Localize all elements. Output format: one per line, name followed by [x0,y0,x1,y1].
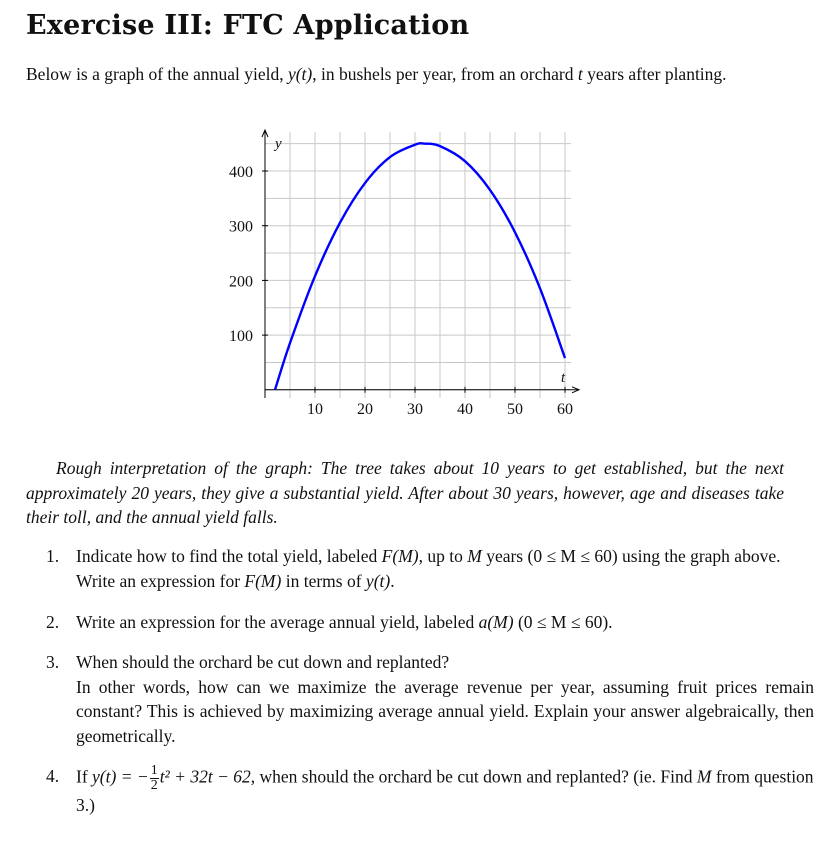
x-tick-label: 30 [407,400,423,418]
intro-paragraph [26,62,786,86]
fraction-denominator: 2 [150,778,158,793]
q3-text-a: When should the orchard be cut down and replanted? [76,652,450,672]
question-2 [46,610,814,635]
q4-text-f: from question 3.) [76,766,814,815]
q1-math-h: y(t) [365,570,391,591]
fraction-numerator: 1 [150,763,158,778]
x-tick-label: 60 [557,400,573,418]
yield-curve [275,143,565,389]
intro-text-middle: , in bushels per year, from an orchard [312,64,578,84]
x-tick-label: 40 [457,400,473,418]
question-1 [46,544,814,593]
q4-math-e: M [696,766,712,787]
y-axis-label: y [275,136,282,152]
q1-text-i: . [390,570,395,591]
q2-math-b: a(M) [478,612,514,632]
q1-math-f: F(M) [244,570,282,591]
page-title: Exercise III: FTC Application [26,10,470,41]
x-tick-label: 50 [507,400,523,418]
q3-text-b: In other words, how can we maximize the average revenue per year, assuming fruit prices remain constant? This is achieved by maximizing average annual yield. Explain your answer algebraically, then geometrically. [76,676,814,746]
y-tick-label: 400 [229,164,253,182]
graph-axes [262,130,579,398]
y-tick-label: 300 [229,218,253,236]
y-tick-label: 200 [229,273,253,291]
q4-math-b: y(t) = − [92,766,149,787]
q4-fraction [150,764,159,793]
q1-math-b: F(M) [381,546,419,566]
question-number: 4. [46,766,60,786]
q4-text-a: If [76,766,93,787]
q1-text-e: years (0 ≤ M ≤ 60) using the graph above. Write an expression for [76,546,781,591]
q4-math-c: t² + 32t − 62 [159,766,251,787]
x-tick-label: 10 [307,400,323,418]
intro-text-after: years after planting. [582,64,727,84]
q4-text-d: , when should the orchard be cut down and replanted? (ie. Find [250,766,697,787]
q1-text-a: Indicate how to find the total yield, labeled [76,546,382,566]
graph-grid [265,132,571,398]
q2-text-a: Write an expression for the average annual yield, labeled [76,612,479,632]
intro-text-before: Below is a graph of the annual yield, [26,64,288,84]
q2-text-c: (0 ≤ M ≤ 60). [513,612,613,632]
x-axis-label: t [561,369,566,386]
q1-math-d: M [467,546,482,566]
question-number: 1. [46,546,60,566]
question-number: 3. [46,652,60,672]
graph-tick-labels [229,164,573,418]
question-3 [46,650,814,748]
q1-text-c: , up to [418,546,468,566]
intro-func: y(t) [287,64,313,84]
question-4 [46,764,814,818]
q1-text-g: in terms of [281,570,366,591]
intro-var: t [577,64,583,84]
interpretation-paragraph: Rough interpretation of the graph: The tree takes about 10 years to get established, but the next approximately 20 years, they give a substantial yield. After about 30 years, however, age and diseases take their toll, and the annual yield falls. [26,458,784,527]
x-tick-label: 20 [357,400,373,418]
yield-graph [215,128,595,430]
question-number: 2. [46,612,60,632]
y-tick-label: 100 [229,328,253,346]
